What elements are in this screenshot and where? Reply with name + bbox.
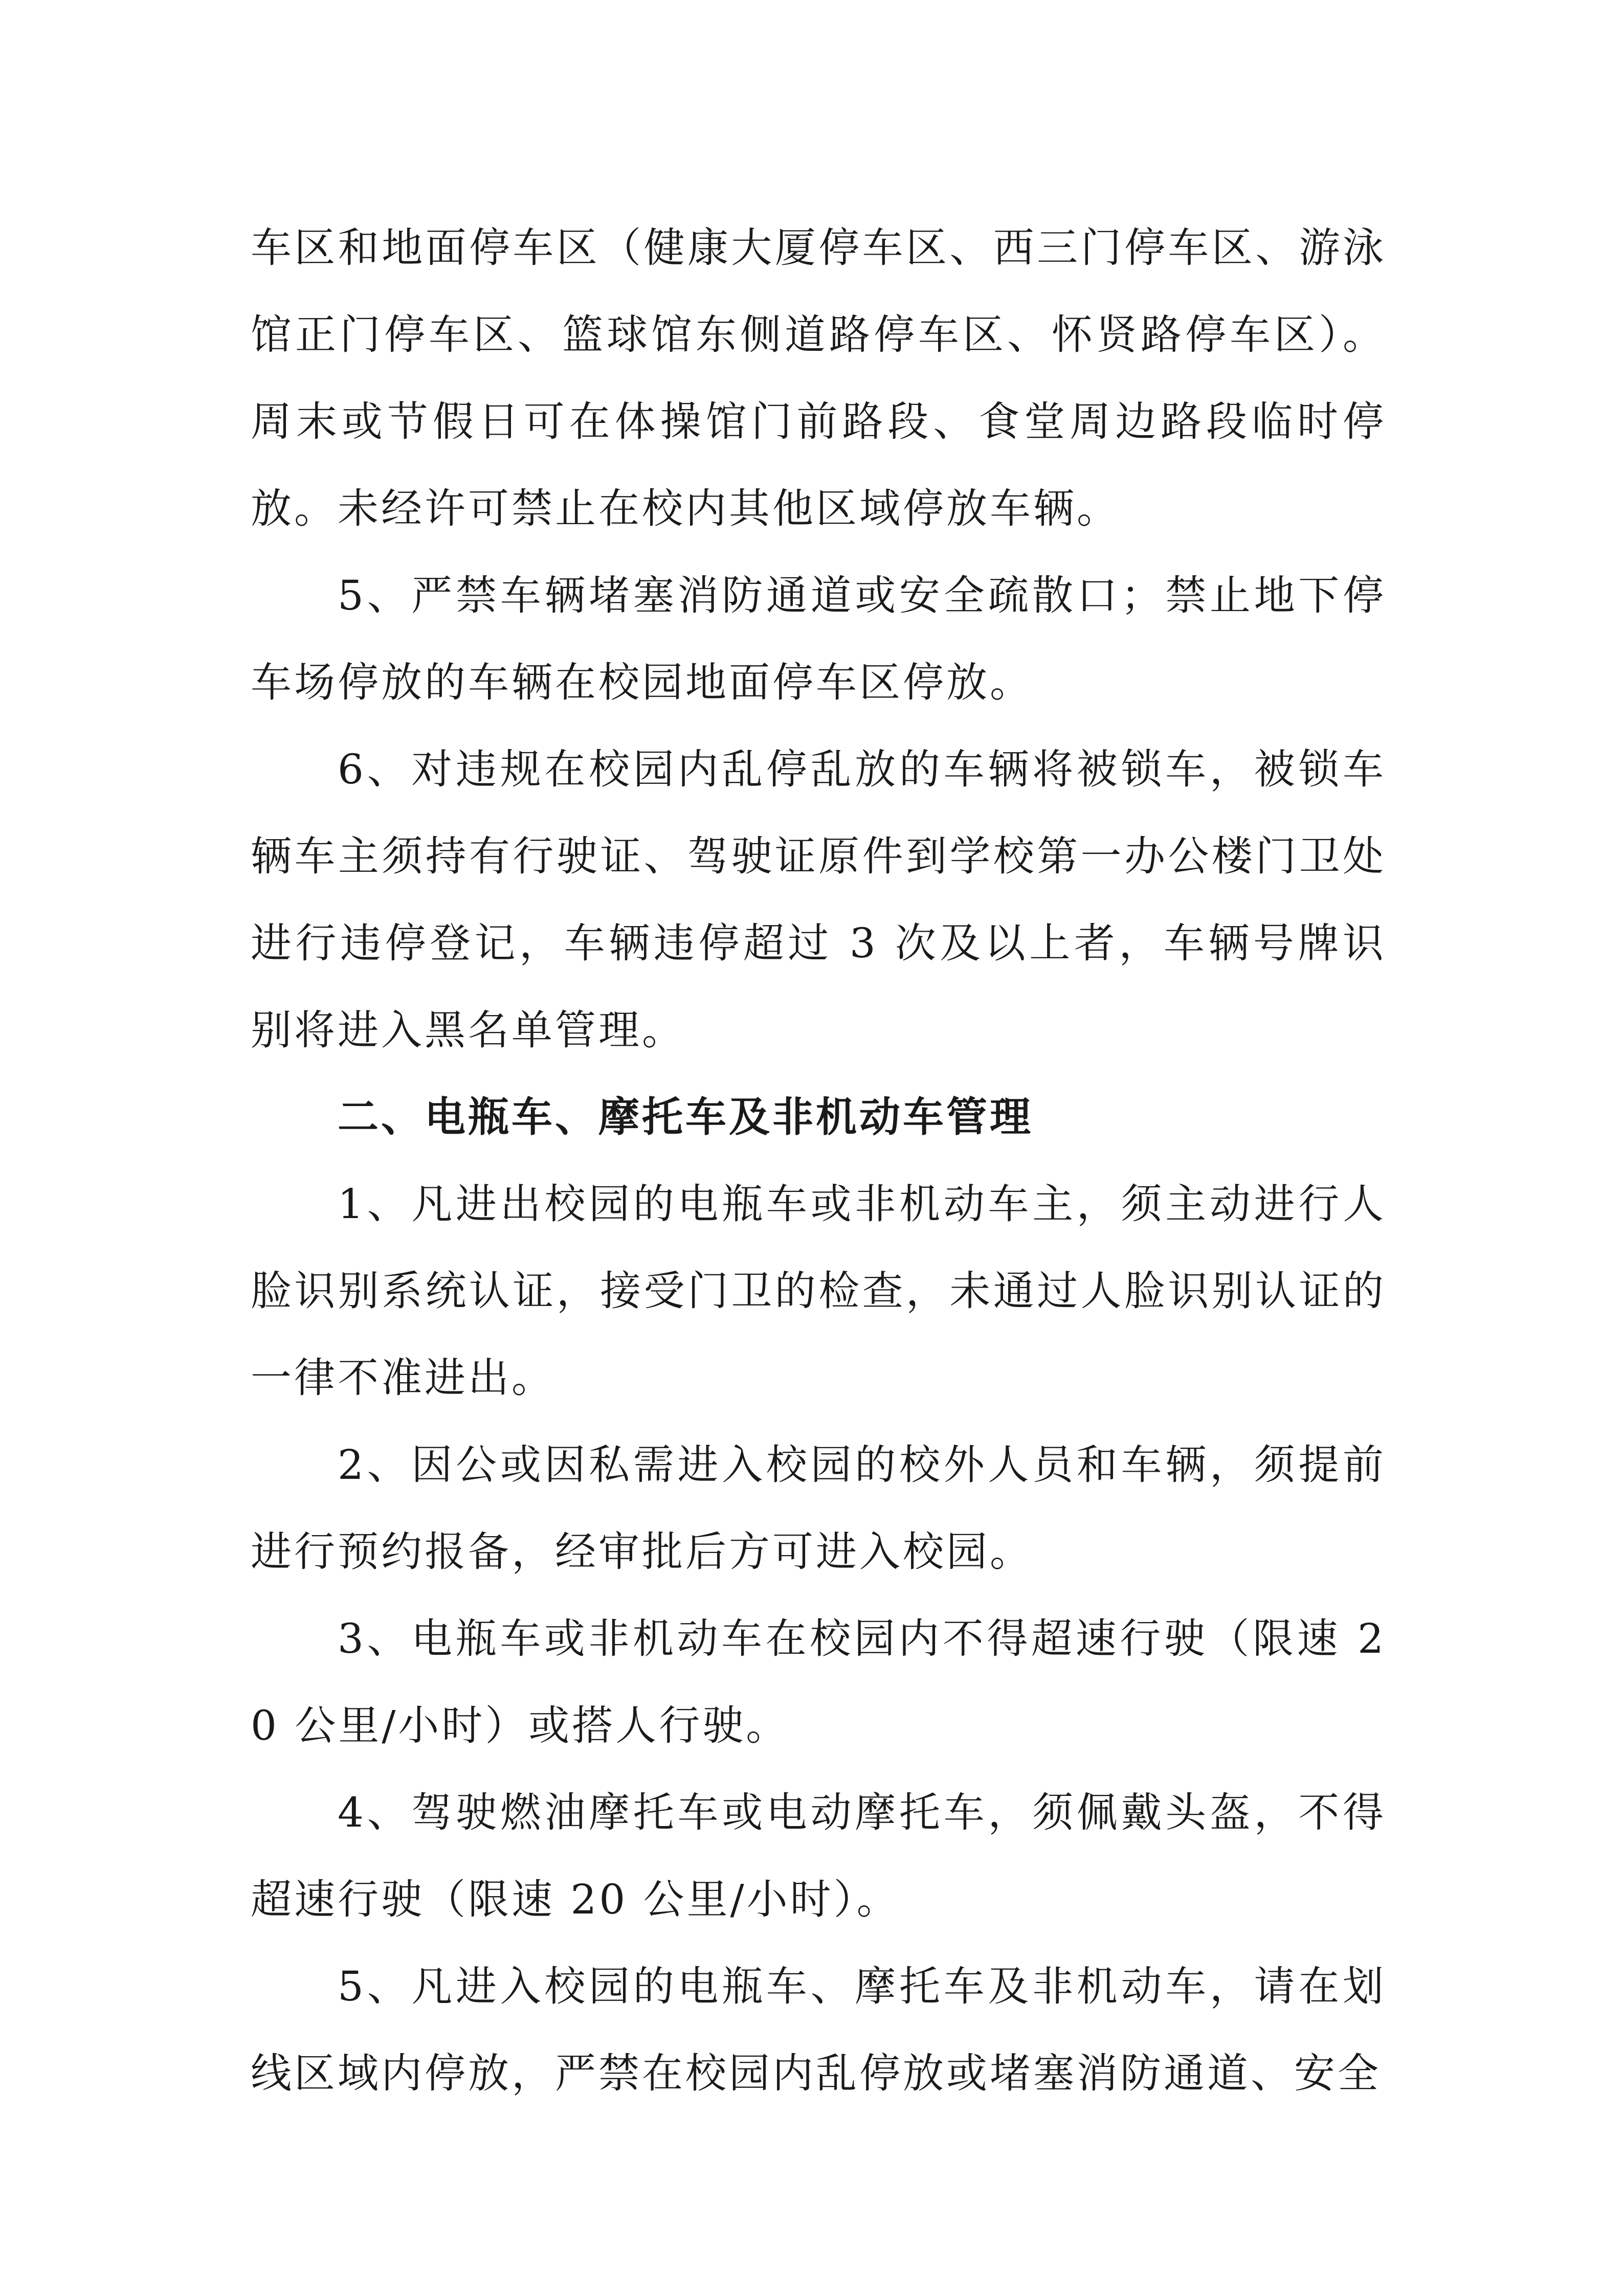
- paragraph-item-6-violations: 6、对违规在校园内乱停乱放的车辆将被锁车，被锁车辆车主须持有行驶证、驾驶证原件到学校第一办公楼门卫处进行违停登记，车辆违停超过 3 次及以上者，车辆号牌识别将进入黑名单管理。: [251, 746, 1386, 1054]
- paragraph-item-5-fire-lanes: 5、严禁车辆堵塞消防通道或安全疏散口；禁止地下停车场停放的车辆在校园地面停车区停放。: [251, 572, 1386, 706]
- paragraph-item-4-helmet: 4、驾驶燃油摩托车或电动摩托车，须佩戴头盔，不得超速行驶（限速 20 公里/小时）。: [251, 1789, 1386, 1923]
- paragraph-item-1-face-recognition: 1、凡进出校园的电瓶车或非机动车主，须主动进行人脸识别系统认证，接受门卫的检查，未通过人脸识别认证的一律不准进出。: [251, 1180, 1386, 1402]
- section-heading-ebike-motorcycle: 二、电瓶车、摩托车及非机动车管理: [338, 1093, 1033, 1141]
- paragraph-item-2-reservation: 2、因公或因私需进入校园的校外人员和车辆，须提前进行预约报备，经审批后方可进入校园。: [251, 1441, 1386, 1575]
- paragraph-item-3-speed-limit: 3、电瓶车或非机动车在校园内不得超速行驶（限速 20 公里/小时）或搭人行驶。: [251, 1615, 1386, 1749]
- document-body: [251, 205, 1386, 2117]
- paragraph-item-5-parking-zones: 5、凡进入校园的电瓶车、摩托车及非机动车，请在划线区域内停放，严禁在校园内乱停放或堵塞消防通道、安全: [251, 1963, 1386, 2097]
- paragraph-parking-areas: 车区和地面停车区（健康大厦停车区、西三门停车区、游泳馆正门停车区、篮球馆东侧道路停车区、怀贤路停车区）。周末或节假日可在体操馆门前路段、食堂周边路段临时停放。未经许可禁止在校内其他区域停放车辆。: [251, 224, 1386, 532]
